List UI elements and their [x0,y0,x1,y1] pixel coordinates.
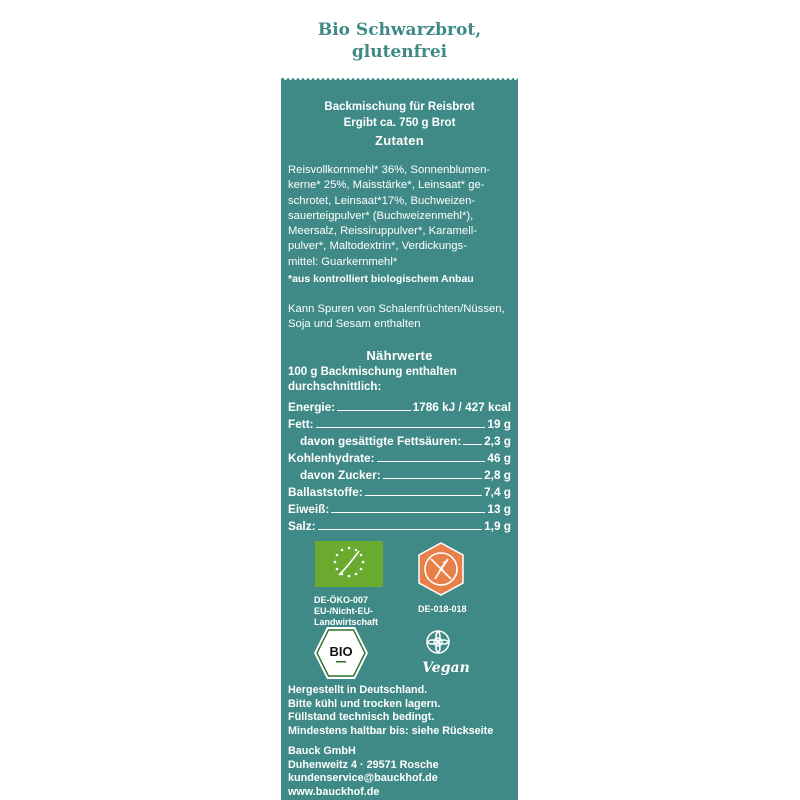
leader-line [337,410,410,411]
leader-line [383,478,482,479]
leader-line [316,427,486,428]
gluten-free-caption: DE-018-018 [418,604,467,614]
ingredients-line: sauerteigpulver* (Buchweizenmehl*), [288,209,474,222]
nutrient-name: davon Zucker: [300,468,381,482]
nutrient-name: Ballaststoffe: [288,485,363,499]
scalloped-edge [281,71,518,85]
product-label [281,0,518,800]
nutrient-value: 2,8 g [484,468,511,482]
vegan-flower-icon [414,622,470,682]
nutrition-heading: Nährwerte [366,348,433,363]
nutrient-value: 19 g [487,417,511,431]
footer-line: Füllstand technisch bedingt. [288,711,435,723]
gluten-free-icon [415,541,467,597]
eu-caption-line: Landwirtschaft [314,617,379,627]
nutrient-value: 1786 kJ / 427 kcal [412,400,511,414]
nutrition-row [288,398,511,414]
nutrient-name: Fett: [288,417,314,431]
nutrient-name: Kohlenhydrate: [288,451,375,465]
nutrient-value: 13 g [487,502,511,516]
footer-info [288,684,493,738]
allergen-line: Soja und Sesam enthalten [288,318,421,331]
company-address [288,745,439,799]
ingredients-heading: Zutaten [374,133,425,148]
nutrient-name: Salz: [288,519,316,533]
nutrient-value: 7,4 g [484,485,511,499]
nutrient-name: Energie: [288,400,336,414]
leader-line [318,529,483,530]
intro-line2: Ergibt ca. 750 g Brot [343,117,456,129]
nutrient-value: 2,3 g [484,434,511,448]
company-name: Bauck GmbH [288,745,356,757]
allergen-line: Kann Spuren von Schalenfrüchten/Nüssen, [288,303,505,315]
eu-organic-caption [314,595,378,628]
ingredients-line: Reisvollkornmehl* 36%, Sonnenblumen- [288,164,491,176]
company-email: kundenservice@bauckhof.de [288,772,438,784]
eu-caption-line: DE-ÖKO-007 [314,595,369,605]
nutrition-row [288,500,511,516]
organic-footnote: *aus kontrolliert biologischem Anbau [288,273,474,285]
eu-caption-line: EU-/Nicht-EU- [314,606,373,616]
leader-line [331,512,485,513]
nutrition-row [288,432,511,448]
allergen-text [288,302,514,333]
intro-line1: Backmischung für Reisbrot [324,101,475,113]
nutrition-intro-line2: durchschnittlich: [288,381,382,393]
eu-organic-leaf-icon [315,541,383,587]
ingredients-line: kerne* 25%, Maisstärke*, Leinsaat* ge- [288,179,485,192]
ingredients-line: pulver*, Maltodextrin*, Verdickungs- [288,240,467,253]
nutrient-name: davon gesättigte Fettsäuren: [300,434,462,448]
nutrient-name: Eiweiß: [288,502,330,516]
nutrition-row [288,449,511,465]
leader-line [463,444,482,445]
leader-line [365,495,482,496]
nutrition-row [288,483,511,499]
footer-line: Bitte kühl und trocken lagern. [288,697,441,710]
product-title-line2: glutenfrei [351,42,448,62]
footer-line: Mindestens haltbar bis: siehe Rückseite [288,724,494,737]
company-website: www.bauckhof.de [288,785,380,798]
nutrition-intro-line1: 100 g Backmischung enthalten [288,366,457,378]
nutrition-row [288,466,511,482]
nutrient-value: 46 g [487,451,511,465]
ingredients-line: Meersalz, Reissiruppulver*, Karamell- [288,225,477,238]
leader-line [377,461,486,462]
bio-seal-text: BIO [329,644,353,659]
footer-line: Hergestellt in Deutschland. [288,684,428,696]
bio-seal-icon [312,625,370,681]
ingredients-line: mittel: Guarkernmehl* [288,255,398,268]
title-box [281,0,518,78]
vegan-text: Vegan [422,660,470,676]
ingredients-text [288,163,514,270]
nutrition-row [288,517,511,533]
product-title-line1: Bio Schwarzbrot, [317,20,482,40]
nutrition-row [288,415,511,431]
nutrient-value: 1,9 g [484,519,511,533]
ingredients-line: schrotet, Leinsaat*17%, Buchweizen- [288,194,476,207]
company-street: Duhenweitz 4 · 29571 Rosche [288,758,439,771]
